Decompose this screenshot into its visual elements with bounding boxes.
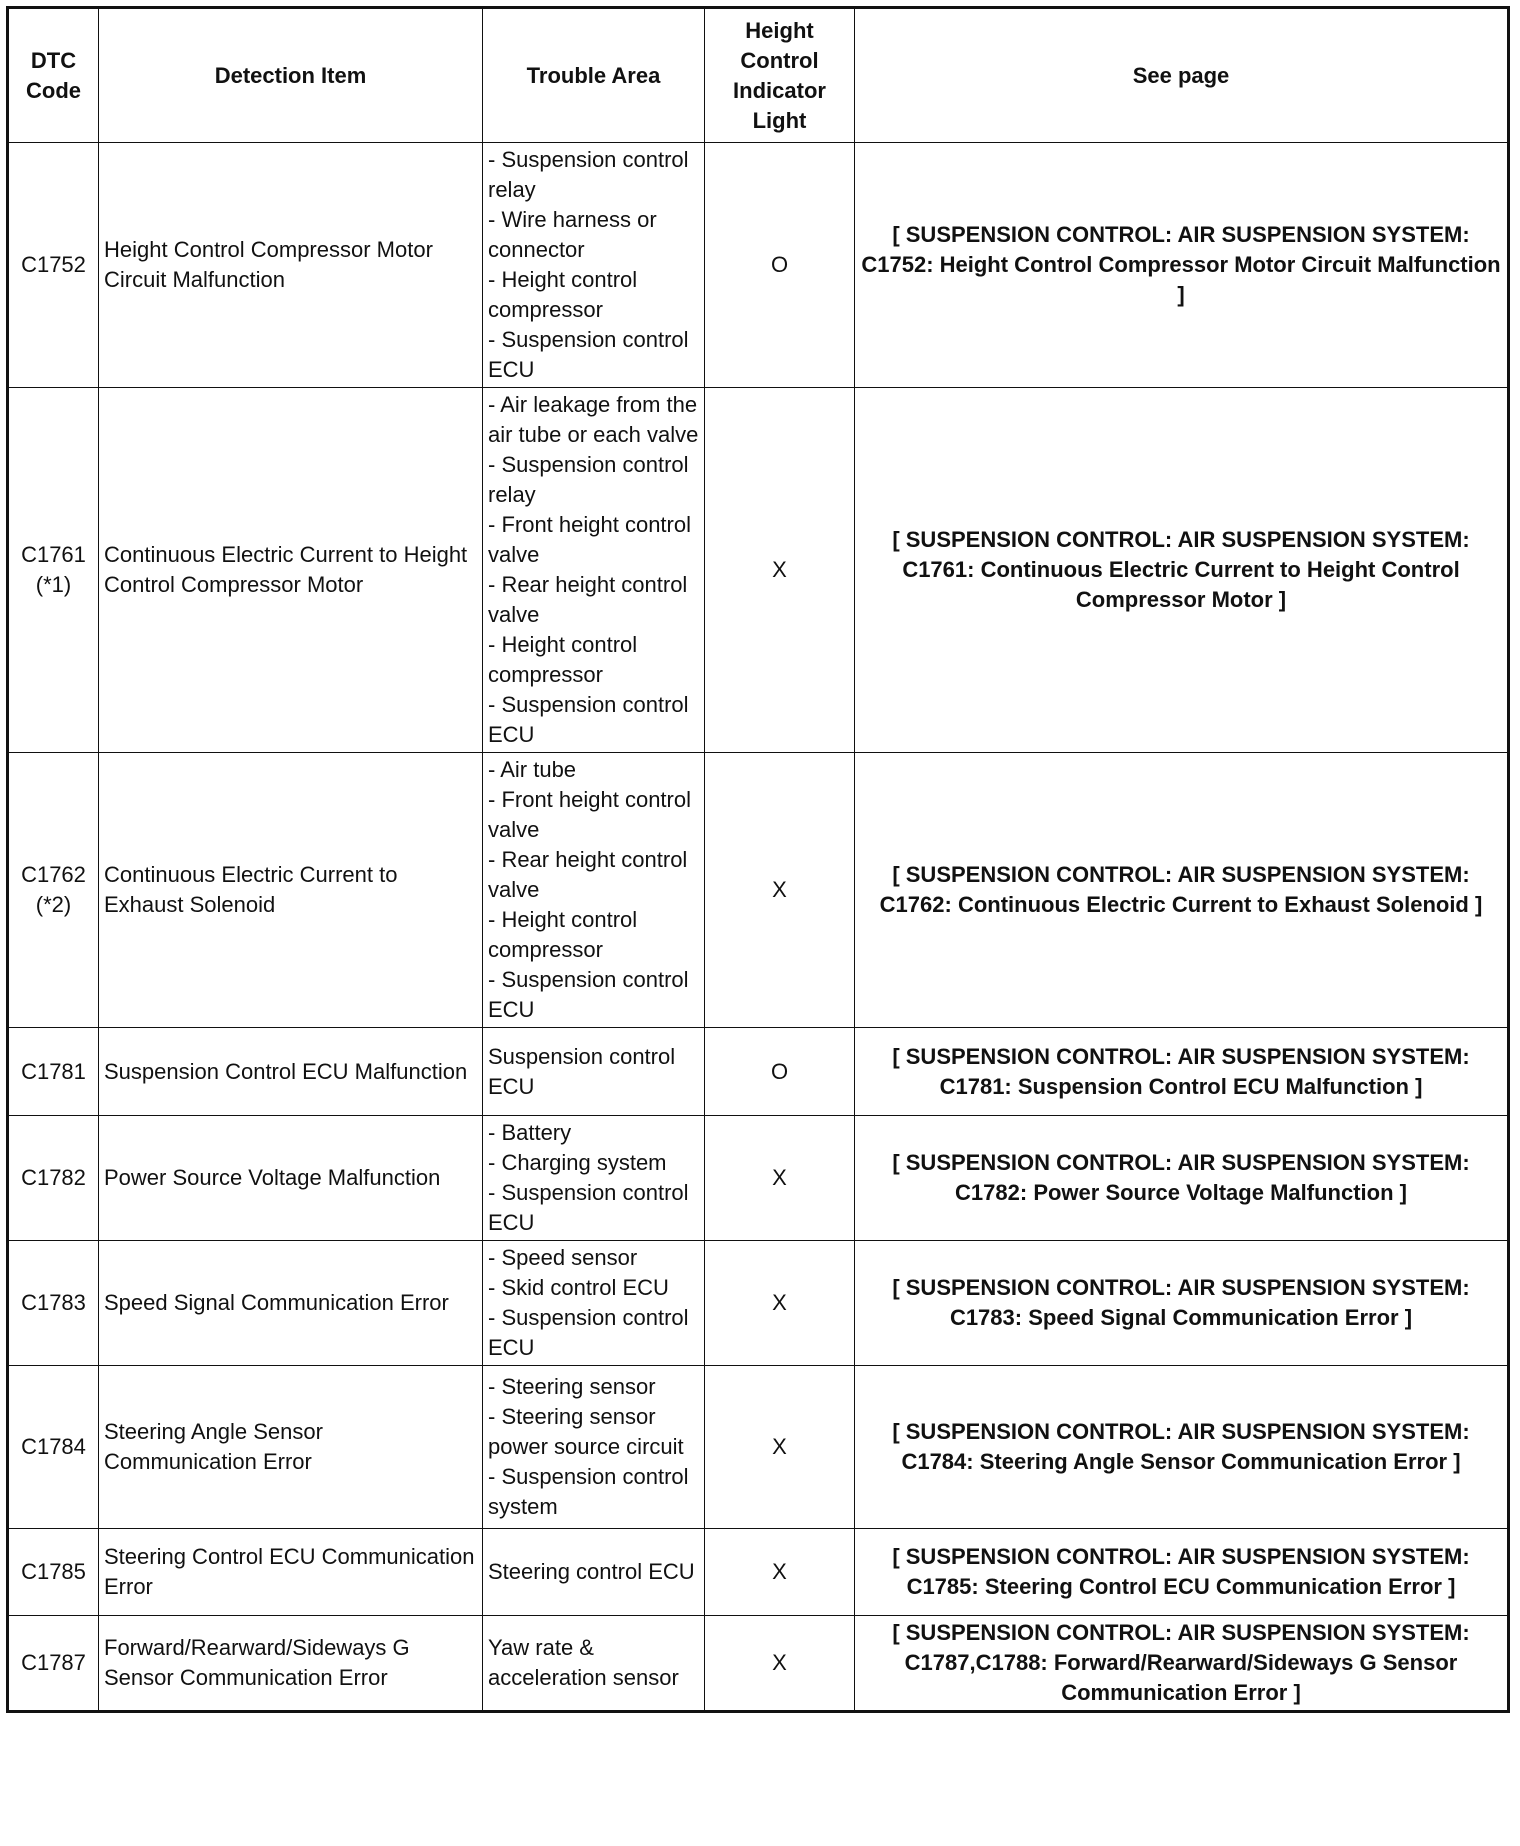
trouble-area-item: - Suspension control relay <box>488 147 689 202</box>
trouble-area-item: - Air tube <box>488 757 577 782</box>
dtc-code: C1783 <box>21 1290 86 1315</box>
indicator-light-cell <box>705 1529 855 1616</box>
see-page-link[interactable]: [ SUSPENSION CONTROL: AIR SUSPENSION SYSTEM: C1762: Continuous Electric Current to Exhaust Solenoid ] <box>855 753 1509 1028</box>
indicator-light-cell <box>705 1366 855 1529</box>
trouble-area-item: - Skid control ECU <box>488 1275 669 1300</box>
indicator-light-cell <box>705 388 855 753</box>
dtc-code-cell <box>8 1366 99 1529</box>
detection-item: Continuous Electric Current to Height Control Compressor Motor <box>99 388 483 753</box>
indicator-on-mark: O <box>770 252 789 277</box>
trouble-area-item: - Rear height control valve <box>488 572 688 627</box>
indicator-light-cell <box>705 1616 855 1712</box>
table-body <box>8 143 1509 1712</box>
indicator-on-mark: O <box>770 1058 789 1084</box>
trouble-area-item: - Front height control valve <box>488 787 691 842</box>
see-page-link[interactable]: [ SUSPENSION CONTROL: AIR SUSPENSION SYSTEM: C1752: Height Control Compressor Motor Circuit Malfunction ] <box>855 143 1509 388</box>
trouble-area-cell <box>483 1241 705 1366</box>
dtc-code: C1787 <box>21 1650 86 1675</box>
indicator-off-mark: X <box>772 877 787 902</box>
header-indicator-light: Height Control Indicator Light <box>705 8 855 143</box>
dtc-code-cell <box>8 1116 99 1241</box>
trouble-area-item: - Rear height control valve <box>488 847 688 902</box>
trouble-area-item: - Air leakage from the air tube or each valve <box>488 392 699 447</box>
indicator-off-mark: X <box>772 557 787 582</box>
indicator-light-cell <box>705 143 855 388</box>
table-row <box>8 1028 1509 1116</box>
trouble-area-item: - Suspension control ECU <box>488 327 689 382</box>
see-page-link[interactable]: [ SUSPENSION CONTROL: AIR SUSPENSION SYSTEM: C1782: Power Source Voltage Malfunction ] <box>855 1116 1509 1241</box>
dtc-code: C1784 <box>21 1434 86 1459</box>
detection-item: Power Source Voltage Malfunction <box>99 1116 483 1241</box>
indicator-light-cell <box>705 1116 855 1241</box>
trouble-area-cell <box>483 1366 705 1529</box>
header-detection-item: Detection Item <box>99 8 483 143</box>
header-see-page: See page <box>855 8 1509 143</box>
detection-item: Suspension Control ECU Malfunction <box>99 1028 483 1116</box>
dtc-code: C1761 <box>21 542 86 567</box>
trouble-area-item: - Height control compressor <box>488 632 638 687</box>
dtc-code: C1781 <box>21 1058 86 1084</box>
dtc-code: C1782 <box>21 1165 86 1190</box>
trouble-area-item: - Steering sensor power source circuit <box>488 1404 684 1459</box>
trouble-area-cell <box>483 1116 705 1241</box>
see-page-link[interactable]: [ SUSPENSION CONTROL: AIR SUSPENSION SYSTEM: C1784: Steering Angle Sensor Communication Error ] <box>855 1366 1509 1529</box>
trouble-area-cell <box>483 388 705 753</box>
dtc-table <box>6 6 1510 1713</box>
indicator-off-mark: X <box>772 1559 787 1584</box>
header-row <box>8 8 1509 143</box>
trouble-area-item: - Steering sensor <box>488 1374 656 1399</box>
trouble-area-item: - Wire harness or connector <box>488 207 657 262</box>
table-row <box>8 1241 1509 1366</box>
trouble-area-item: Yaw rate & acceleration sensor <box>488 1635 679 1690</box>
trouble-area-item: - Suspension control ECU <box>488 1305 689 1360</box>
trouble-area-item: - Height control compressor <box>488 267 638 322</box>
trouble-area-cell <box>483 753 705 1028</box>
see-page-link[interactable]: [ SUSPENSION CONTROL: AIR SUSPENSION SYSTEM: C1781: Suspension Control ECU Malfunction ] <box>855 1028 1509 1116</box>
dtc-code: C1752 <box>21 252 86 277</box>
dtc-code-cell <box>8 1529 99 1616</box>
trouble-area-item: - Height control compressor <box>488 907 638 962</box>
table-row <box>8 1366 1509 1529</box>
trouble-area-item: - Speed sensor <box>488 1245 638 1270</box>
trouble-area-item: Steering control ECU <box>488 1559 695 1584</box>
dtc-code-cell <box>8 1241 99 1366</box>
dtc-code-cell <box>8 753 99 1028</box>
dtc-code-cell <box>8 1616 99 1712</box>
table-row <box>8 1116 1509 1241</box>
table-row <box>8 388 1509 753</box>
dtc-code-note: (*2) <box>35 892 72 917</box>
detection-item: Steering Angle Sensor Communication Error <box>99 1366 483 1529</box>
trouble-area-item: Suspension control ECU <box>488 1043 676 1099</box>
dtc-code-cell <box>8 143 99 388</box>
dtc-code: C1785 <box>21 1559 86 1584</box>
header-dtc-code: DTC Code <box>8 8 99 143</box>
dtc-code-cell <box>8 1028 99 1116</box>
detection-item: Continuous Electric Current to Exhaust Solenoid <box>99 753 483 1028</box>
indicator-off-mark: X <box>772 1290 787 1315</box>
trouble-area-cell <box>483 1616 705 1712</box>
trouble-area-item: - Suspension control system <box>488 1464 689 1519</box>
dtc-code: C1762 <box>21 862 86 887</box>
see-page-link[interactable]: [ SUSPENSION CONTROL: AIR SUSPENSION SYSTEM: C1761: Continuous Electric Current to Height Control Compressor Motor ] <box>855 388 1509 753</box>
indicator-light-cell <box>705 753 855 1028</box>
trouble-area-item: - Suspension control relay <box>488 452 689 507</box>
indicator-light-cell <box>705 1028 855 1116</box>
trouble-area-item: - Suspension control ECU <box>488 692 689 747</box>
table-row <box>8 1616 1509 1712</box>
trouble-area-item: - Suspension control ECU <box>488 967 689 1022</box>
table-row <box>8 1529 1509 1616</box>
indicator-light-cell <box>705 1241 855 1366</box>
dtc-code-note: (*1) <box>35 572 72 597</box>
dtc-code-cell <box>8 388 99 753</box>
indicator-off-mark: X <box>772 1434 787 1459</box>
see-page-link[interactable]: [ SUSPENSION CONTROL: AIR SUSPENSION SYSTEM: C1787,C1788: Forward/Rearward/Sideways G Sensor Communication Error ] <box>855 1616 1509 1712</box>
trouble-area-item: - Battery <box>488 1120 572 1145</box>
table-row <box>8 753 1509 1028</box>
trouble-area-item: - Charging system <box>488 1150 667 1175</box>
trouble-area-cell <box>483 1529 705 1616</box>
detection-item: Speed Signal Communication Error <box>99 1241 483 1366</box>
see-page-link[interactable]: [ SUSPENSION CONTROL: AIR SUSPENSION SYSTEM: C1783: Speed Signal Communication Error ] <box>855 1241 1509 1366</box>
trouble-area-item: - Front height control valve <box>488 512 691 567</box>
trouble-area-cell <box>483 143 705 388</box>
header-trouble-area: Trouble Area <box>483 8 705 143</box>
detection-item: Forward/Rearward/Sideways G Sensor Communication Error <box>99 1616 483 1712</box>
detection-item: Steering Control ECU Communication Error <box>99 1529 483 1616</box>
trouble-area-cell <box>483 1028 705 1116</box>
table-row <box>8 143 1509 388</box>
trouble-area-item: - Suspension control ECU <box>488 1180 689 1235</box>
indicator-off-mark: X <box>772 1165 787 1190</box>
see-page-link[interactable]: [ SUSPENSION CONTROL: AIR SUSPENSION SYSTEM: C1785: Steering Control ECU Communication Error ] <box>855 1529 1509 1616</box>
detection-item: Height Control Compressor Motor Circuit Malfunction <box>99 143 483 388</box>
indicator-off-mark: X <box>772 1650 787 1675</box>
